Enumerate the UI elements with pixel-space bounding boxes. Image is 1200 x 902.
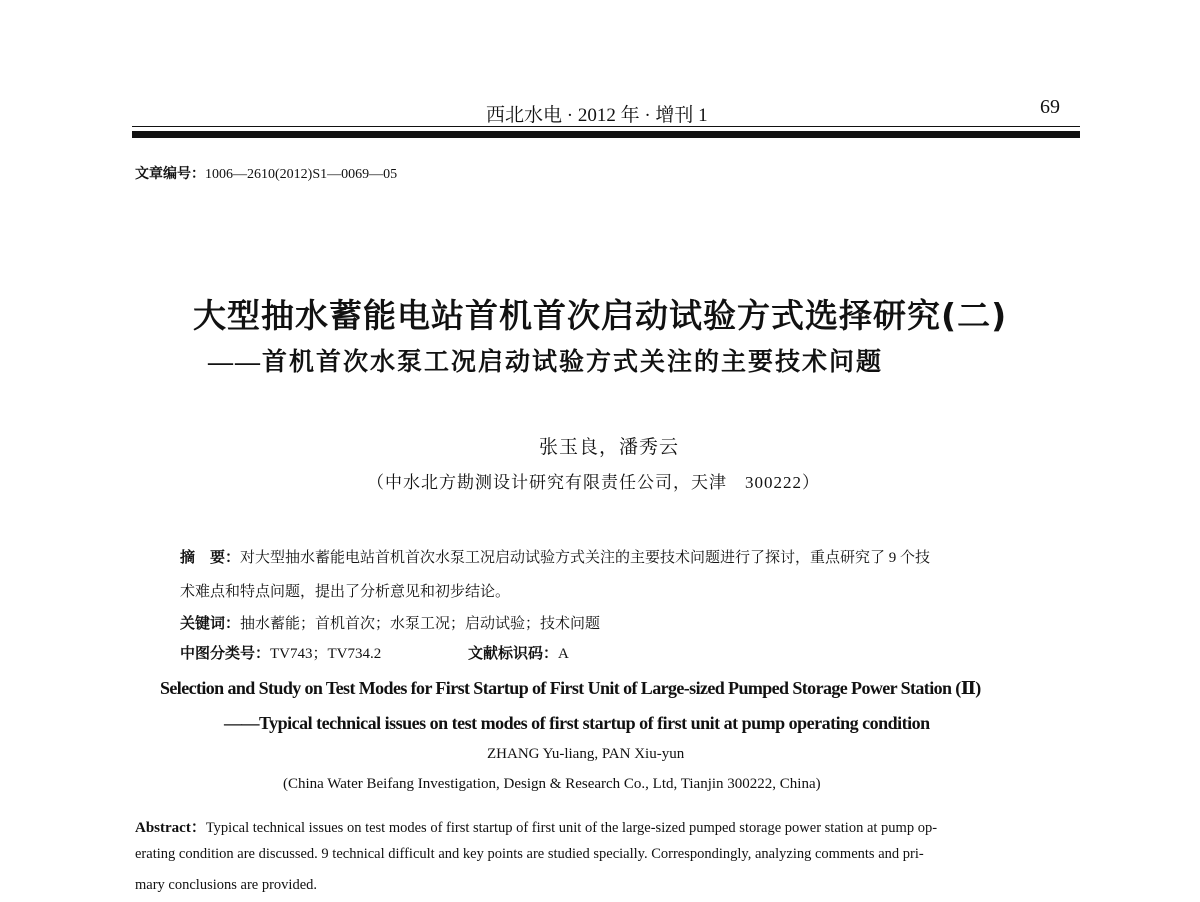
abstract-cn-line-2: 术难点和特点问题，提出了分析意见和初步结论。: [180, 584, 511, 600]
page-number: 69: [1040, 96, 1060, 118]
classification-label: 中图分类号：: [180, 644, 271, 662]
keywords-cn: [180, 612, 600, 633]
title-en: Selection and Study on Test Modes for First Startup of First Unit of Large-sized Pumped Storage Power Station (Ⅱ): [160, 678, 981, 698]
affiliation-en: (China Water Beifang Investigation, Design & Research Co., Ltd, Tianjin 300222, China): [283, 776, 821, 792]
abstract-en: [135, 816, 937, 837]
header-rule-thick: [132, 131, 1080, 138]
document-code-label: 文献标识码：: [468, 644, 559, 662]
article-number-label: 文章编号：: [135, 166, 205, 182]
keywords-cn-label: 关键词：: [180, 614, 241, 632]
article-number-value: 1006—2610(2012)S1—0069—05: [205, 167, 398, 182]
running-head: 西北水电 · 2012 年 · 增刊 1: [486, 105, 708, 126]
classification-value: TV743；TV734.2: [270, 646, 382, 662]
title-cn: 大型抽水蓄能电站首机首次启动试验方式选择研究(二): [193, 296, 1008, 335]
header-rule-thin: [132, 126, 1080, 127]
subtitle-en: ——Typical technical issues on test modes of first startup of first unit at pump operating condition: [224, 713, 930, 733]
abstract-cn-label: 摘 要：: [180, 548, 241, 566]
article-number: [135, 163, 397, 183]
abstract-en-line-1: Typical technical issues on test modes of first startup of first unit of the large-sized pumped storage power station at pump op-: [205, 820, 938, 836]
document-code-value: A: [558, 646, 569, 662]
subtitle-cn: ——首机首次水泵工况启动试验方式关注的主要技术问题: [208, 349, 884, 376]
affiliation-cn: （中水北方勘测设计研究有限责任公司，天津 300222）: [367, 473, 820, 492]
abstract-cn-line-1: 对大型抽水蓄能电站首机首次水泵工况启动试验方式关注的主要技术问题进行了探讨，重点研究了 9 个技: [240, 550, 931, 566]
classification-number: [180, 642, 381, 663]
abstract-en-label: Abstract：: [135, 820, 206, 836]
authors-en: ZHANG Yu-liang, PAN Xiu-yun: [487, 746, 685, 762]
document-code: [468, 642, 569, 663]
authors-cn: 张玉良，潘秀云: [539, 437, 680, 458]
abstract-en-line-2: erating condition are discussed. 9 technical difficult and key points are studied specially. Correspondingly, analyzing comments and pri-: [135, 846, 924, 862]
keywords-cn-value: 抽水蓄能；首机首次；水泵工况；启动试验；技术问题: [240, 616, 601, 632]
abstract-en-line-3: mary conclusions are provided.: [135, 877, 318, 893]
abstract-cn: [180, 546, 930, 567]
